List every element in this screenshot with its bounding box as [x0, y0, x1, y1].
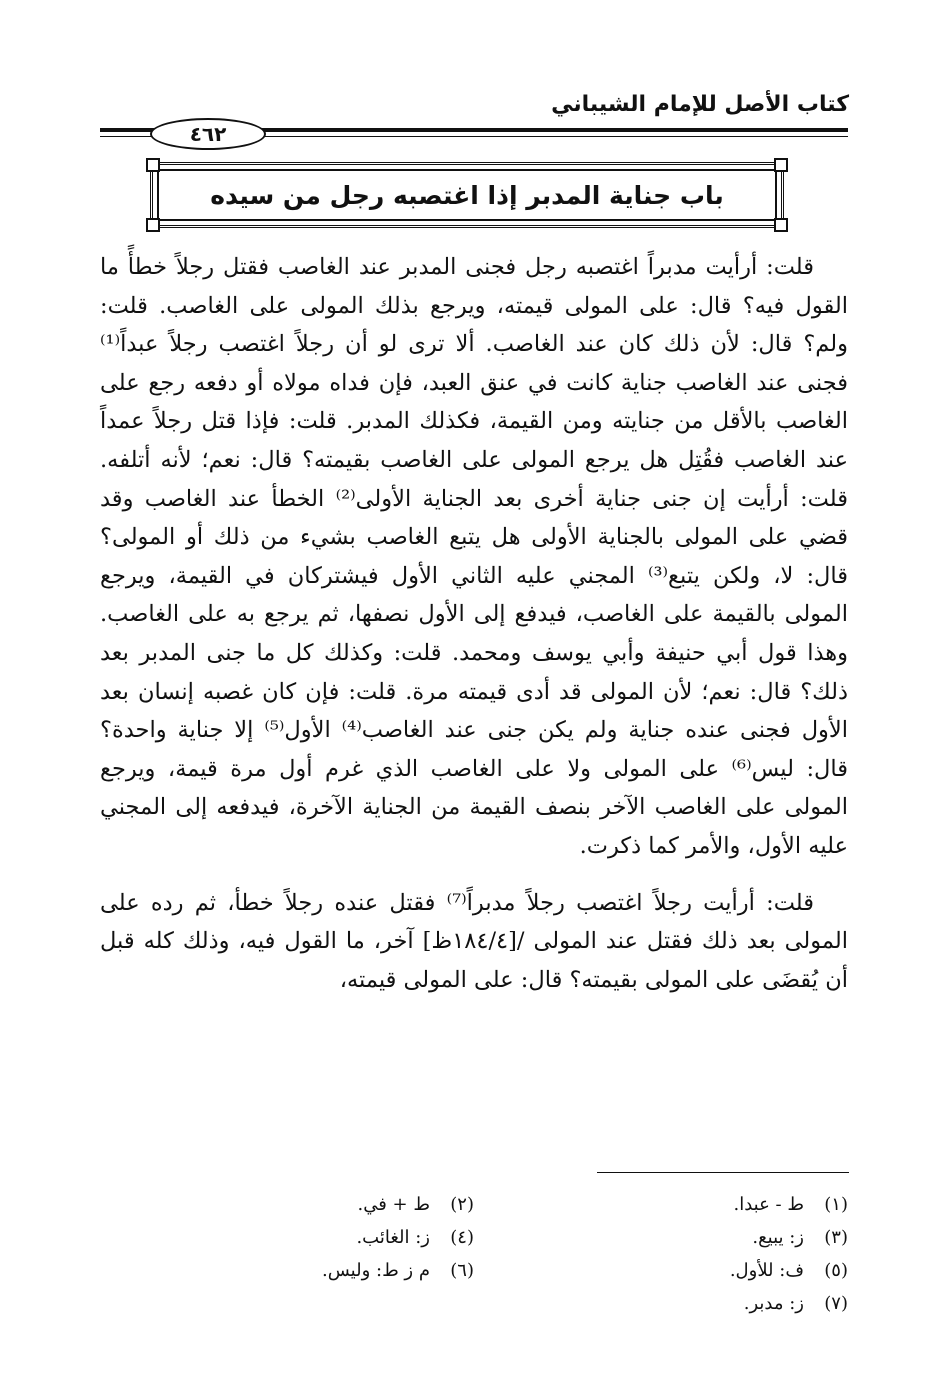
footnote-text: ط - عبدا.	[733, 1194, 804, 1215]
footnote-text: م ز ط: وليس.	[322, 1260, 430, 1281]
footnote-row	[100, 1254, 848, 1287]
paragraph-2: قلت: أرأيت رجلاً اغتصب رجلاً مدبراً⁽⁷⁾ فقتل عنده رجلاً خطأ، ثم رده على المولى بعد ذلك فقتل عند المولى /[١٨٤/٤ظ] آخر، ما القول فيه، وذلك كله قبل أن يُقضَى على المولى بقيمته؟ قال: على المولى قيمته،	[100, 889, 848, 993]
footnote-number: (٦)	[450, 1260, 474, 1281]
footnote-1	[474, 1188, 848, 1221]
frame-corner-ornament	[774, 158, 788, 172]
footnote-text: ز: مدبر.	[743, 1293, 804, 1314]
footnote-number: (١)	[824, 1194, 848, 1215]
footnote-text: ز: الغائب.	[356, 1227, 430, 1248]
footnote-number: (٥)	[824, 1260, 848, 1281]
running-title: كتاب الأصل للإمام الشيباني	[551, 92, 849, 117]
chapter-title-inner	[157, 169, 777, 221]
chapter-title-frame	[150, 162, 784, 228]
page-number: ٤٦٢	[150, 118, 266, 150]
footnote-6	[100, 1254, 474, 1287]
footnote-text: ط + في.	[357, 1194, 430, 1215]
footnote-row	[100, 1221, 848, 1254]
footnote-2	[100, 1188, 474, 1221]
footnote-text: ف: للأول.	[729, 1260, 804, 1281]
footnote-row	[100, 1188, 848, 1221]
frame-corner-ornament	[146, 218, 160, 232]
footnote-number: (٢)	[450, 1194, 474, 1215]
footnote-4	[100, 1221, 474, 1254]
footnote-rule	[597, 1172, 849, 1173]
footnotes	[100, 1188, 848, 1320]
footnote-number: (٣)	[824, 1227, 848, 1248]
frame-corner-ornament	[146, 158, 160, 172]
paragraph-1: قلت: أرأيت مدبراً اغتصبه رجل فجنى المدبر عند الغاصب فقتل رجلاً خطأً ما القول فيه؟ قال: على المولى قيمته، ويرجع بذلك المولى على الغاصب. قلت: ولم؟ قال: لأن ذلك كان عند الغاصب. ألا ترى لو أن رجلاً اغتصب رجلاً عبداً⁽¹⁾ فجنى عند الغاصب جناية كانت في عنق العبد، فإن فداه مولاه أو دفعه رجع على الغاصب بالأقل من جنايته ومن القيمة، فكذلك المدبر. قلت: فإذا قتل رجلاً عمداً عند الغاصب فقُتِل هل يرجع المولى على الغاصب بقيمته؟ قال: نعم؛ لأنه أتلفه. قلت: أرأيت إن جنى جناية أخرى بعد الجناية الأولى⁽²⁾ الخطأ عند الغاصب وقد قضي على المولى بالجناية الأولى هل يتبع الغاصب بشيء من ذلك أو المولى؟ قال: لا، ولكن يتبع⁽³⁾ المجني عليه الثاني الأول فيشتركان في القيمة، ويرجع المولى بالقيمة على الغاصب، فيدفع إلى الأول نصفها، ثم يرجع به على الغاصب. وهذا قول أبي حنيفة وأبي يوسف ومحمد. قلت: وكذلك كل ما جنى المدبر بعد ذلك؟ قال: نعم؛ لأن المولى قد أدى قيمته مرة. قلت: فإن كان غصبه إنسان بعد الأول فجنى عنده جناية ولم يكن جنى عند الغاصب⁽⁴⁾ الأول⁽⁵⁾ إلا جناية واحدة؟ قال: ليس⁽⁶⁾ على المولى ولا على الغاصب الذي غرم أول مرة قيمة، ويرجع المولى على الغاصب الآخر بنصف القيمة من الجناية الآخرة، فيدفعه إلى المجني عليه الأول، والأمر كما ذكرت.	[100, 254, 848, 859]
footnote-text: ز: يبيع.	[752, 1227, 804, 1248]
footnote-row	[100, 1287, 848, 1320]
footnote-number: (٤)	[450, 1227, 474, 1248]
main-text	[100, 248, 848, 999]
frame-corner-ornament	[774, 218, 788, 232]
footnote-number: (٧)	[824, 1293, 848, 1314]
footnote-3	[474, 1221, 848, 1254]
footnote-7	[474, 1287, 848, 1320]
footnote-5	[474, 1254, 848, 1287]
chapter-title: باب جناية المدبر إذا اغتصبه رجل من سيده	[210, 180, 724, 210]
